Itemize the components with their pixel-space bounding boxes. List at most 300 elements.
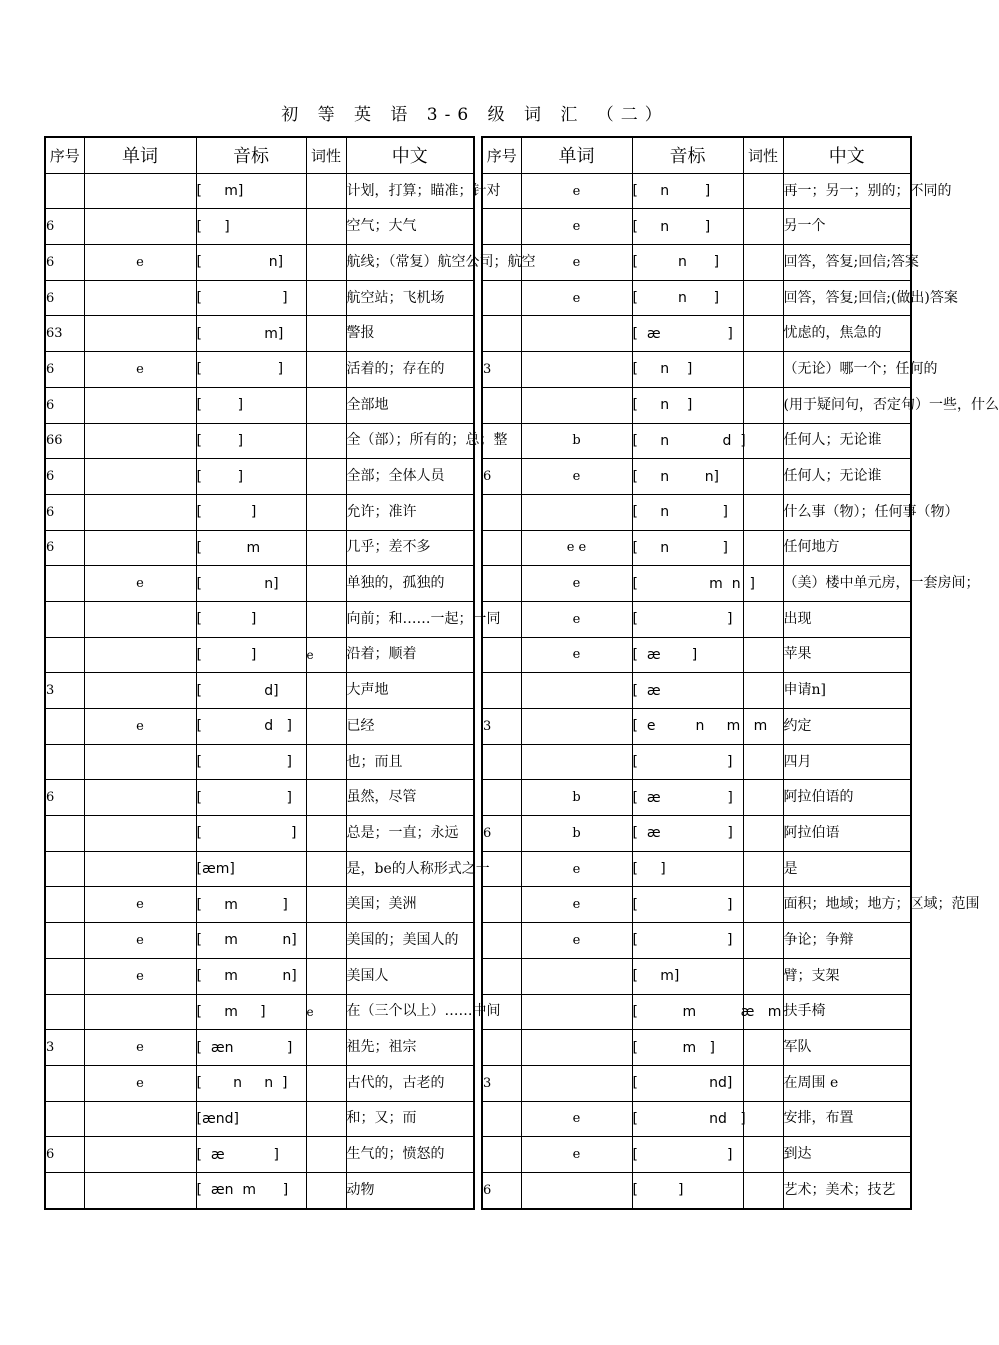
header-part-of-speech: 词性 — [743, 137, 783, 173]
table-row — [482, 316, 911, 352]
row-phonetic: [ n ] — [632, 245, 743, 281]
row-phonetic: [ æ ] — [632, 780, 743, 816]
row-chinese — [783, 851, 911, 887]
row-part-of-speech — [306, 601, 346, 637]
row-part-of-speech — [743, 280, 783, 316]
row-number — [45, 923, 84, 959]
table-row — [482, 1030, 911, 1066]
header-word: 单词 — [521, 137, 632, 173]
row-chinese — [346, 816, 474, 852]
row-part-of-speech — [306, 530, 346, 566]
row-word: e — [84, 958, 196, 994]
table-row — [45, 994, 474, 1030]
row-part-of-speech — [743, 316, 783, 352]
row-part-of-speech — [743, 1137, 783, 1173]
row-word: e — [84, 887, 196, 923]
row-word: e e — [521, 530, 632, 566]
row-word: b — [521, 423, 632, 459]
row-number — [45, 173, 84, 209]
row-phonetic: [ nd ] — [632, 1101, 743, 1137]
row-number: 3 — [482, 709, 521, 745]
row-phonetic: [ ] — [196, 637, 306, 673]
row-number — [482, 744, 521, 780]
row-phonetic: [ n] — [196, 245, 306, 281]
table-row — [482, 530, 911, 566]
row-phonetic: [ nd] — [632, 1065, 743, 1101]
table-row — [45, 530, 474, 566]
table-row — [482, 352, 911, 388]
row-number — [482, 530, 521, 566]
table-row — [482, 1101, 911, 1137]
row-phonetic: [ n ] — [632, 387, 743, 423]
row-phonetic: [ n d ] — [632, 423, 743, 459]
row-word: e — [521, 601, 632, 637]
row-chinese — [346, 316, 474, 352]
row-part-of-speech — [743, 459, 783, 495]
table-row — [45, 387, 474, 423]
chinese-text: 是 — [783, 860, 798, 877]
table-row — [45, 816, 474, 852]
table-row — [482, 1172, 911, 1208]
chinese-text: 沿着；顺着 — [346, 646, 417, 663]
row-chinese — [783, 637, 911, 673]
row-word — [84, 994, 196, 1030]
chinese-text: 四月 — [783, 753, 812, 770]
row-word — [521, 352, 632, 388]
row-phonetic: [ æ — [632, 673, 743, 709]
row-word: b — [521, 816, 632, 852]
row-phonetic: [ ] — [632, 1172, 743, 1208]
table-row — [482, 387, 911, 423]
row-number: 63 — [45, 316, 84, 352]
row-number: 6 — [482, 1172, 521, 1208]
row-word: e — [521, 280, 632, 316]
row-word — [84, 816, 196, 852]
row-part-of-speech: e — [306, 637, 346, 673]
row-number: 6 — [45, 280, 84, 316]
row-part-of-speech — [306, 423, 346, 459]
chinese-text: 活着的；存在的 — [346, 360, 445, 377]
row-part-of-speech — [743, 423, 783, 459]
row-chinese — [783, 530, 911, 566]
row-word — [84, 459, 196, 495]
row-chinese — [346, 387, 474, 423]
chinese-text: 是，be的人称形式之一 — [346, 860, 490, 877]
row-word — [84, 209, 196, 245]
row-chinese — [346, 1137, 474, 1173]
row-number: 6 — [45, 209, 84, 245]
row-number — [482, 637, 521, 673]
row-part-of-speech — [743, 1030, 783, 1066]
row-part-of-speech — [306, 316, 346, 352]
row-number: 6 — [45, 245, 84, 281]
chinese-text: 古代的，古老的 — [346, 1074, 445, 1091]
row-part-of-speech — [743, 387, 783, 423]
row-chinese — [783, 1137, 911, 1173]
row-chinese — [346, 637, 474, 673]
row-word — [521, 494, 632, 530]
row-number — [482, 780, 521, 816]
table-row — [482, 851, 911, 887]
row-number — [482, 280, 521, 316]
table-row — [45, 958, 474, 994]
chinese-text: 军队 — [783, 1039, 812, 1056]
row-word — [521, 744, 632, 780]
row-part-of-speech — [306, 1172, 346, 1208]
row-number: 3 — [482, 352, 521, 388]
row-part-of-speech — [743, 1101, 783, 1137]
row-chinese — [346, 209, 474, 245]
table-row — [45, 209, 474, 245]
row-chinese — [783, 459, 911, 495]
row-word — [521, 387, 632, 423]
row-word: e — [84, 1065, 196, 1101]
header-part-of-speech: 词性 — [306, 137, 346, 173]
row-part-of-speech — [306, 280, 346, 316]
row-chinese — [783, 387, 999, 423]
chinese-text: 回答，答复;回信;(做出)答案 — [783, 289, 958, 306]
row-part-of-speech — [743, 1065, 783, 1101]
row-number — [482, 423, 521, 459]
row-word — [521, 316, 632, 352]
row-part-of-speech — [306, 1137, 346, 1173]
chinese-text: 回答，答复;回信;答案 — [783, 253, 919, 270]
row-part-of-speech — [306, 352, 346, 388]
row-number — [45, 994, 84, 1030]
row-word: e — [521, 566, 632, 602]
row-part-of-speech — [306, 887, 346, 923]
row-chinese — [346, 173, 501, 209]
header-chinese: 中文 — [783, 137, 911, 173]
row-number — [482, 994, 521, 1030]
row-number — [482, 673, 521, 709]
row-phonetic: [ m n] — [196, 958, 306, 994]
table-row — [45, 1172, 474, 1208]
row-phonetic: [ n n ] — [196, 1065, 306, 1101]
row-part-of-speech — [743, 780, 783, 816]
chinese-text: 动物 — [346, 1181, 375, 1198]
vocab-table-right — [481, 136, 999, 1210]
chinese-text: 计划，打算；瞄准；针对 — [346, 182, 501, 199]
table-row — [45, 1137, 474, 1173]
row-phonetic: [ ] — [196, 280, 306, 316]
row-word — [84, 673, 196, 709]
row-phonetic: [ n ] — [632, 530, 743, 566]
chinese-text: 总是；一直；永远 — [346, 824, 459, 841]
row-phonetic: [ m ] — [196, 887, 306, 923]
table-row — [482, 958, 911, 994]
row-number — [45, 1065, 84, 1101]
row-number — [482, 958, 521, 994]
table-row — [482, 637, 911, 673]
table-row — [45, 423, 474, 459]
row-chinese — [346, 887, 474, 923]
row-number — [482, 316, 521, 352]
row-chinese — [783, 1172, 911, 1208]
table-row — [482, 816, 911, 852]
table-row — [45, 601, 474, 637]
table-row — [482, 280, 911, 316]
chinese-text: 警报 — [346, 325, 375, 342]
row-chinese — [346, 851, 490, 887]
chinese-text: 全部；全体人员 — [346, 468, 445, 485]
row-word: e — [521, 209, 632, 245]
row-chinese — [346, 923, 474, 959]
row-number — [482, 887, 521, 923]
row-phonetic: [ m] — [196, 316, 306, 352]
chinese-text: 向前；和……一起；一同 — [346, 610, 501, 627]
row-word — [84, 601, 196, 637]
table-row — [45, 173, 474, 209]
row-part-of-speech — [743, 209, 783, 245]
row-word: e — [84, 1030, 196, 1066]
row-word: e — [521, 637, 632, 673]
row-chinese — [783, 958, 911, 994]
table-row — [482, 673, 911, 709]
table-row — [45, 673, 474, 709]
row-part-of-speech — [306, 209, 346, 245]
row-chinese — [346, 709, 474, 745]
row-word — [84, 387, 196, 423]
table-row — [482, 744, 911, 780]
row-word — [84, 637, 196, 673]
table-row — [45, 637, 474, 673]
row-number — [482, 245, 521, 281]
row-number — [45, 566, 84, 602]
row-number: 66 — [45, 423, 84, 459]
row-chinese — [346, 1065, 474, 1101]
row-phonetic: [ æ ] — [632, 637, 743, 673]
row-number: 6 — [482, 816, 521, 852]
row-part-of-speech — [306, 958, 346, 994]
row-part-of-speech — [743, 173, 783, 209]
row-word: e — [84, 352, 196, 388]
row-part-of-speech — [306, 173, 346, 209]
header-phonetic: 音标 — [196, 137, 306, 173]
row-number: 3 — [45, 1030, 84, 1066]
chinese-text: 全（部）；所有的；总；整 — [346, 432, 508, 449]
row-phonetic: [ m ] — [632, 1030, 743, 1066]
table-row — [45, 744, 474, 780]
table-row — [482, 1137, 911, 1173]
row-word: e — [521, 173, 632, 209]
row-chinese — [783, 566, 980, 602]
row-word — [84, 316, 196, 352]
row-word — [84, 1172, 196, 1208]
table-row — [45, 1065, 474, 1101]
row-word — [84, 280, 196, 316]
row-word: e — [84, 245, 196, 281]
row-part-of-speech — [306, 245, 346, 281]
row-chinese — [346, 566, 474, 602]
row-word: e — [521, 245, 632, 281]
row-part-of-speech — [306, 1030, 346, 1066]
chinese-text: 和；又；而 — [346, 1110, 417, 1127]
chinese-text: 空气；大气 — [346, 218, 417, 235]
row-part-of-speech — [306, 816, 346, 852]
chinese-text: 全部地 — [346, 396, 389, 413]
row-number: 6 — [482, 459, 521, 495]
row-number — [45, 709, 84, 745]
row-word — [84, 744, 196, 780]
row-phonetic: [ n ] — [632, 352, 743, 388]
table-row — [45, 709, 474, 745]
table-row — [45, 566, 474, 602]
chinese-text: 争论；争辩 — [783, 931, 854, 948]
row-number — [45, 958, 84, 994]
table-row — [482, 245, 911, 281]
row-phonetic: [ n ] — [632, 494, 743, 530]
table-row — [482, 601, 911, 637]
row-phonetic: [ m æ m — [632, 994, 743, 1030]
row-chinese — [783, 209, 911, 245]
chinese-text: 祖先；祖宗 — [346, 1039, 417, 1056]
row-chinese — [783, 744, 911, 780]
chinese-text: 已经 — [346, 717, 375, 734]
chinese-text: 阿拉伯语 — [783, 824, 840, 841]
row-part-of-speech — [306, 566, 346, 602]
row-phonetic: [ m] — [196, 173, 306, 209]
row-number: 6 — [45, 387, 84, 423]
header-phonetic: 音标 — [632, 137, 743, 173]
row-word: e — [521, 923, 632, 959]
row-word — [521, 994, 632, 1030]
row-number — [45, 816, 84, 852]
row-part-of-speech — [306, 387, 346, 423]
row-chinese — [783, 887, 980, 923]
row-phonetic: [ m] — [632, 958, 743, 994]
chinese-text: 在周围 e — [783, 1074, 839, 1091]
row-phonetic: [ ] — [196, 816, 306, 852]
chinese-text: 再一；另一；别的；不同的 — [783, 182, 952, 199]
row-chinese — [783, 673, 911, 709]
row-number — [45, 744, 84, 780]
table-row — [45, 887, 474, 923]
row-word — [521, 673, 632, 709]
row-chinese — [346, 1172, 474, 1208]
row-part-of-speech — [306, 851, 346, 887]
row-phonetic: [ ] — [196, 352, 306, 388]
row-part-of-speech — [306, 459, 346, 495]
row-phonetic: [ ] — [196, 209, 306, 245]
row-number — [482, 923, 521, 959]
row-phonetic: [ ] — [632, 1137, 743, 1173]
row-number: 6 — [45, 530, 84, 566]
table-row — [482, 780, 911, 816]
table-row — [482, 1065, 911, 1101]
row-part-of-speech — [306, 673, 346, 709]
row-chinese — [783, 316, 911, 352]
row-number: 6 — [45, 459, 84, 495]
row-phonetic: [ m n] — [196, 923, 306, 959]
row-chinese — [783, 494, 959, 530]
chinese-text: 美国人 — [346, 967, 389, 984]
row-part-of-speech — [743, 245, 783, 281]
chinese-text: 任何地方 — [783, 539, 840, 556]
row-phonetic: [ æ ] — [632, 816, 743, 852]
header-chinese: 中文 — [346, 137, 474, 173]
row-chinese — [346, 744, 474, 780]
table-row — [482, 494, 911, 530]
chinese-text: 什么事（物）；任何事（物） — [783, 503, 959, 520]
row-word: e — [521, 459, 632, 495]
row-phonetic: [ ] — [196, 601, 306, 637]
table-row — [45, 494, 474, 530]
chinese-text: 美国的；美国人的 — [346, 931, 459, 948]
vocab-table-left — [44, 136, 536, 1210]
chinese-text: 申请n] — [783, 682, 826, 699]
chinese-text: 生气的；愤怒的 — [346, 1146, 445, 1163]
row-word — [84, 851, 196, 887]
chinese-text: 航空站；飞机场 — [346, 289, 445, 306]
row-phonetic: [ æn m ] — [196, 1172, 306, 1208]
table-header-row — [45, 137, 474, 173]
row-number — [45, 887, 84, 923]
row-phonetic: [ ] — [196, 494, 306, 530]
row-phonetic: [ e n m m — [632, 709, 743, 745]
row-word — [84, 423, 196, 459]
row-number — [482, 209, 521, 245]
chinese-text: 苹果 — [783, 646, 812, 663]
chinese-text: 单独的，孤独的 — [346, 575, 445, 592]
table-row — [45, 1101, 474, 1137]
table-row — [482, 994, 911, 1030]
row-chinese — [783, 173, 952, 209]
row-phonetic: [ ] — [632, 923, 743, 959]
row-part-of-speech — [306, 1101, 346, 1137]
row-chinese — [783, 1030, 911, 1066]
row-part-of-speech — [743, 352, 783, 388]
row-part-of-speech — [743, 637, 783, 673]
chinese-text: 出现 — [783, 610, 812, 627]
row-word: e — [521, 1101, 632, 1137]
row-chinese — [346, 1030, 474, 1066]
chinese-text: 另一个 — [783, 218, 826, 235]
row-part-of-speech — [743, 851, 783, 887]
row-phonetic: [ n n] — [632, 459, 743, 495]
row-chinese — [783, 816, 911, 852]
row-number: 6 — [45, 494, 84, 530]
row-chinese — [346, 780, 474, 816]
row-phonetic: [ ] — [196, 744, 306, 780]
row-phonetic: [ æ ] — [632, 316, 743, 352]
row-chinese — [346, 958, 474, 994]
row-chinese — [783, 352, 938, 388]
row-word — [84, 780, 196, 816]
row-chinese — [783, 780, 911, 816]
row-number — [482, 173, 521, 209]
table-row — [45, 245, 474, 281]
row-word — [84, 1137, 196, 1173]
chinese-text: 允许；准许 — [346, 503, 417, 520]
chinese-text: 任何人；无论谁 — [783, 468, 882, 485]
chinese-text: 在（三个以上）……中间 — [346, 1003, 501, 1020]
row-phonetic: [ æ ] — [196, 1137, 306, 1173]
row-number — [482, 1101, 521, 1137]
row-chinese — [346, 245, 536, 281]
chinese-text: 也；而且 — [346, 753, 403, 770]
row-chinese — [346, 423, 508, 459]
row-chinese — [783, 245, 919, 281]
row-chinese — [346, 994, 501, 1030]
table-row — [482, 423, 911, 459]
row-phonetic: [ænd] — [196, 1101, 306, 1137]
row-part-of-speech — [306, 923, 346, 959]
row-word: e — [84, 566, 196, 602]
row-number — [45, 637, 84, 673]
table-row — [482, 709, 911, 745]
row-phonetic: [ d ] — [196, 709, 306, 745]
